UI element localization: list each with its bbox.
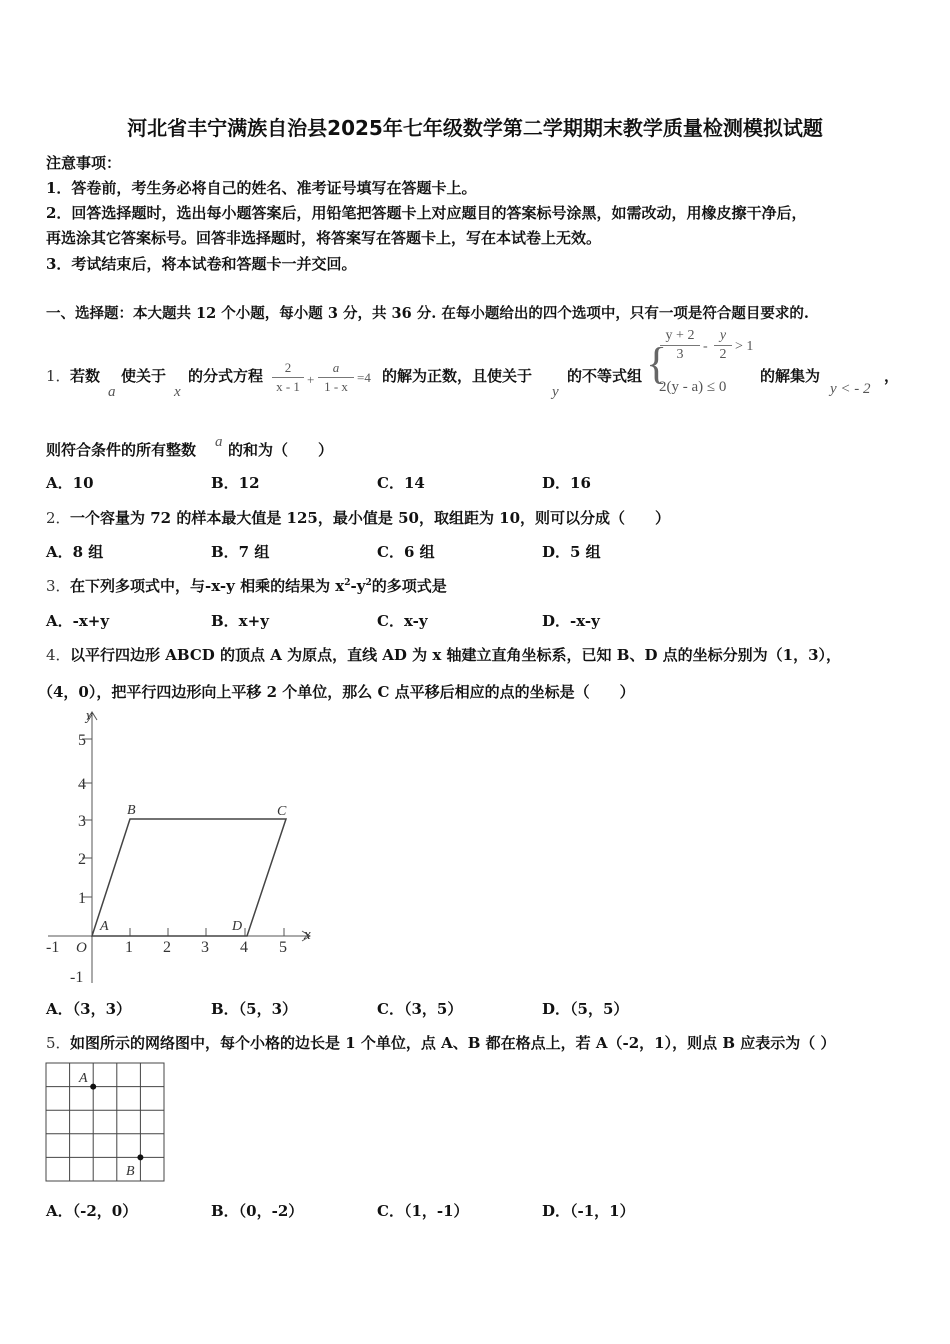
q2-option-a[interactable]: A．8 组 xyxy=(46,543,104,561)
section-heading: 一、选择题：本大题共 12 个小题，每小题 3 分，共 36 分. 在每小题给出的四个选项中，只有一项是符合题目要求的. xyxy=(46,305,809,322)
q2-number: 2． xyxy=(46,509,71,527)
q1-eq-num-1: 2 xyxy=(284,360,292,375)
q4-line1: 以平行四边形 ABCD 的顶点 A 为原点，直线 AD 为 x 轴建立直角坐标系，已知 B、D 点的坐标分别为（1，3）， xyxy=(70,646,842,664)
fraction-bar xyxy=(714,345,732,346)
q4-option-d[interactable]: D．（5，5） xyxy=(542,1000,629,1018)
notice-item-2-cont: 再选涂其它答案标号。回答非选择题时，将答案写在答题卡上，写在本试卷上无效。 xyxy=(46,229,602,247)
point-label-a: A xyxy=(100,919,109,934)
q2-text: 一个容量为 72 的样本最大值是 125，最小值是 50，取组距为 10，则可以分成（ ） xyxy=(70,509,671,527)
notice-heading: 注意事项： xyxy=(46,154,122,172)
q1-option-d[interactable]: D．16 xyxy=(542,474,591,492)
y-tick-label: 5 xyxy=(78,732,86,749)
fraction-bar xyxy=(318,377,354,378)
q2-option-b[interactable]: B．7 组 xyxy=(211,543,270,561)
q2-option-c[interactable]: C．6 组 xyxy=(377,543,435,561)
point-label-c: C xyxy=(277,804,287,819)
q1-text-6: 的解集为 xyxy=(760,367,821,385)
y-axis-label: y xyxy=(86,708,93,724)
origin-label: O xyxy=(76,940,87,956)
x-tick-label: -1 xyxy=(46,939,60,956)
q1-solution: y < - 2 xyxy=(830,381,871,397)
y-tick-label: 2 xyxy=(78,851,86,868)
fraction-bar xyxy=(660,345,700,346)
q1-ineq-frac-1 xyxy=(660,328,700,363)
q1-ineq-2: 2(y - a) ≤ 0 xyxy=(659,379,727,395)
x-tick-label: 5 xyxy=(279,939,287,956)
q5-option-b[interactable]: B．（0，-2） xyxy=(211,1202,304,1220)
q5-option-a[interactable]: A．（-2，0） xyxy=(46,1202,138,1220)
brace-icon: { xyxy=(646,339,668,388)
q1-stem xyxy=(46,365,71,386)
q3-number: 3． xyxy=(46,577,71,595)
y-tick-label: 3 xyxy=(78,813,86,830)
q4-coordinate-graph xyxy=(40,700,330,990)
q4-number: 4． xyxy=(46,646,71,664)
q1-eq-den-2: 1 - x xyxy=(324,379,348,394)
q1-option-b[interactable]: B．12 xyxy=(211,474,260,492)
q3-sup-2: 2 xyxy=(365,578,372,588)
x-tick-label: 3 xyxy=(201,939,209,956)
point-b-dot xyxy=(137,1154,143,1160)
point-a-dot xyxy=(90,1084,96,1090)
y-tick-label: -1 xyxy=(70,969,84,986)
grid-border xyxy=(46,1063,164,1181)
q5-option-c[interactable]: C．（1，-1） xyxy=(377,1202,469,1220)
fraction-bar xyxy=(272,377,304,378)
q4-option-c[interactable]: C．（3，5） xyxy=(377,1000,463,1018)
y-tick-label: 4 xyxy=(78,776,86,793)
notice-item-2: 2．回答选择题时，选出每小题答案后，用铅笔把答题卡上对应题目的答案标号涂黑，如需改动，用橡皮擦干净后， xyxy=(46,204,807,222)
q1-eq-num-2: a xyxy=(332,360,340,375)
q1-ineq-num-2: y xyxy=(719,328,727,343)
q1-ineq-num-1: y + 2 xyxy=(665,328,695,343)
x-tick-label: 1 xyxy=(125,939,133,956)
q1-line2b: 的和为（ ） xyxy=(228,441,334,459)
q1-line2-var-a: a xyxy=(215,434,223,450)
q1-text-4: 的解为正数，且使关于 xyxy=(382,367,533,385)
q1-eq-rhs: =4 xyxy=(357,370,371,385)
q3-option-a[interactable]: A．-x+y xyxy=(46,612,110,630)
q1-ineq-den-1: 3 xyxy=(676,347,684,362)
point-label-d: D xyxy=(232,919,243,934)
notice-item-1: 1．答卷前，考生务必将自己的姓名、准考证号填写在答题卡上。 xyxy=(46,179,477,197)
q1-var-x: x xyxy=(174,384,181,400)
q1-ineq-rhs: > 1 xyxy=(735,339,754,354)
q1-eq-plus: + xyxy=(307,372,315,387)
x-tick-label: 2 xyxy=(163,939,171,956)
q1-option-a[interactable]: A．10 xyxy=(46,474,94,492)
q1-ineq-frac-2 xyxy=(714,328,732,363)
q1-text-7: ， xyxy=(884,367,900,385)
y-tick-label: 1 xyxy=(78,890,86,907)
q4-option-a[interactable]: A．（3，3） xyxy=(46,1000,132,1018)
q1-var-a: a xyxy=(108,384,116,400)
q1-number: 1． xyxy=(46,367,71,385)
q1-text-5: 的不等式组 xyxy=(567,367,643,385)
grid-label-b: B xyxy=(126,1164,135,1179)
point-label-b: B xyxy=(127,803,136,818)
q3-option-c[interactable]: C．x-y xyxy=(377,612,428,630)
q1-eq-den-1: x - 1 xyxy=(276,379,300,394)
q5-grid-figure xyxy=(44,1060,168,1186)
q4-option-b[interactable]: B．（5，3） xyxy=(211,1000,298,1018)
q1-line2a: 则符合条件的所有整数 xyxy=(46,441,197,459)
q4-line2: （4，0），把平行四边形向上平移 2 个单位，那么 C 点平移后相应的点的坐标是（ ） xyxy=(38,683,635,701)
q1-ineq-den-2: 2 xyxy=(719,347,727,362)
q1-text-2: 使关于 xyxy=(121,367,167,385)
q1-eq-frac-1 xyxy=(272,360,304,395)
q3-option-d[interactable]: D．-x-y xyxy=(542,612,600,630)
q3-text-b: -y xyxy=(350,577,366,595)
q5-text: 如图所示的网络图中，每个小格的边长是 1 个单位，点 A、B 都在格点上，若 A（-2，1），则点 B 应表示为（ ） xyxy=(70,1034,836,1052)
x-axis-label: x xyxy=(304,927,311,943)
parallelogram-abcd xyxy=(92,819,286,936)
q3-text-a: 在下列多项式中，与-x-y 相乘的结果为 x xyxy=(70,577,345,595)
q3-text-c: 的多项式是 xyxy=(371,577,447,595)
q1-ineq-minus: - xyxy=(703,339,708,354)
notice-item-3: 3．考试结束后，将本试卷和答题卡一并交回。 xyxy=(46,255,357,273)
q3-option-b[interactable]: B．x+y xyxy=(211,612,269,630)
q5-number: 5． xyxy=(46,1034,71,1052)
q1-option-c[interactable]: C．14 xyxy=(377,474,425,492)
q2-option-d[interactable]: D．5 组 xyxy=(542,543,601,561)
q1-text-1: 若数 xyxy=(70,367,101,385)
q3-sup-1: 2 xyxy=(344,578,351,588)
q5-option-d[interactable]: D．（-1，1） xyxy=(542,1202,635,1220)
q1-eq-frac-2 xyxy=(318,360,354,395)
q1-var-y: y xyxy=(552,384,559,400)
q3-text xyxy=(70,575,447,596)
x-tick-label: 4 xyxy=(240,939,248,956)
q1-text-3: 的分式方程 xyxy=(188,367,264,385)
grid-label-a: A xyxy=(79,1071,88,1086)
page-title: 河北省丰宁满族自治县2025年七年级数学第二学期期末教学质量检测模拟试题 xyxy=(127,116,823,140)
